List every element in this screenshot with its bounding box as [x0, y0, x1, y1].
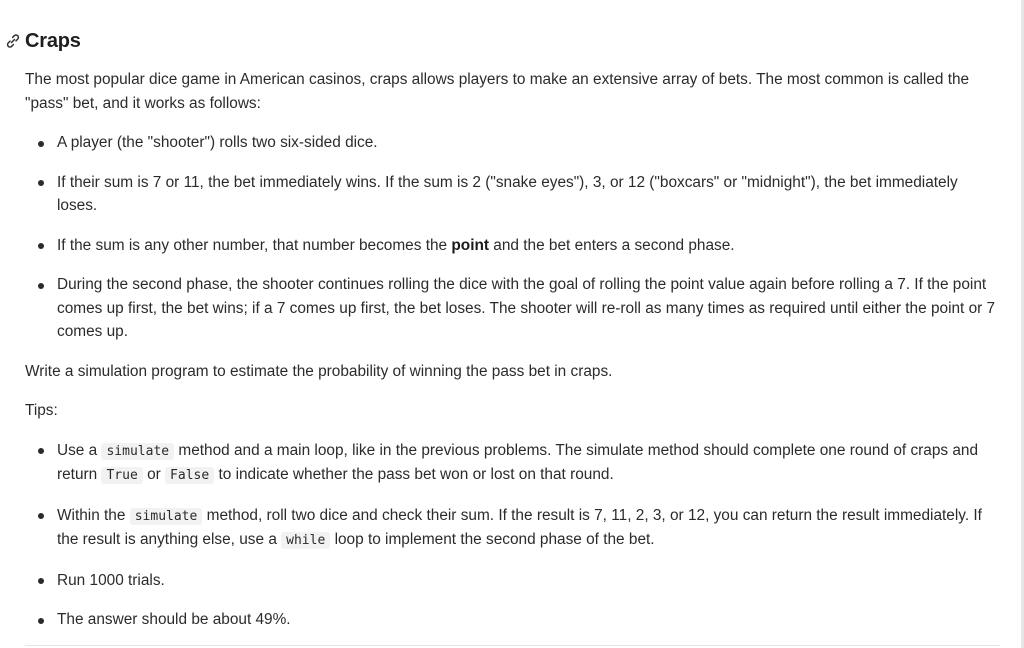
list-item — [25, 234, 1000, 258]
inline-code: False — [165, 467, 214, 484]
list-item — [25, 171, 1000, 218]
list-item — [25, 608, 1000, 632]
tip-text: Run 1000 trials. — [57, 571, 165, 589]
rule-text: A player (the "shooter") rolls two six-sided dice. — [57, 134, 378, 151]
article-body — [25, 68, 1000, 648]
rules-list — [25, 131, 1000, 344]
list-item — [25, 273, 1000, 344]
tip-text: Within the — [57, 506, 130, 524]
tip-text: or — [142, 466, 166, 483]
list-item — [25, 504, 1000, 553]
inline-code: simulate — [130, 508, 203, 525]
rule-text: During the second phase, the shooter continues rolling the dice with the goal of rolling the point value again before rolling a 7. If the point comes up first, the bet wins; if a 7 comes up first, the bet loses. The shooter will re-roll as many times as required until either the point or 7 comes up. — [57, 276, 996, 340]
tip-text: to indicate whether the pass bet won or lost on that round. — [214, 466, 614, 483]
divider — [25, 645, 1000, 646]
list-item — [25, 569, 1000, 593]
inline-code: simulate — [101, 443, 174, 460]
list-item — [25, 131, 1000, 155]
link-icon[interactable] — [4, 32, 22, 50]
rule-text: If the sum is any other number, that number becomes the — [57, 236, 452, 254]
list-item — [25, 439, 1000, 488]
page-title: Craps — [25, 29, 81, 52]
section-heading — [4, 28, 81, 54]
tip-text: Use a — [57, 441, 102, 459]
inline-code: while — [281, 532, 330, 549]
tip-text: The answer should be about 49%. — [57, 611, 291, 628]
rule-text: If their sum is 7 or 11, the bet immediately wins. If the sum is 2 ("snake eyes"), 3, or 12 ("boxcars" or "midnight"), the bet immediately loses. — [57, 173, 958, 214]
rule-text: and the bet enters a second phase. — [489, 236, 735, 254]
inline-code: True — [101, 467, 142, 484]
tip-text: method, roll two dice and check their sum. If the result is 7, 11, 2, 3, or 12, you can return the result immediately. If the result is anything else, use a — [57, 506, 982, 548]
intro-paragraph: The most popular dice game in American casinos, craps allows players to make an extensive array of bets. The most common is called the "pass" bet, and it works as follows: — [25, 71, 970, 112]
task-paragraph: Write a simulation program to estimate the probability of winning the pass bet in craps. — [25, 362, 613, 380]
tip-text: loop to implement the second phase of the bet. — [330, 531, 655, 548]
point-term: point — [451, 236, 489, 254]
tips-list — [25, 439, 1000, 632]
tip-text: method and a main loop, like in the previous problems. The simulate method should complete one round of craps and return — [57, 441, 979, 483]
tips-label: Tips: — [25, 402, 58, 419]
